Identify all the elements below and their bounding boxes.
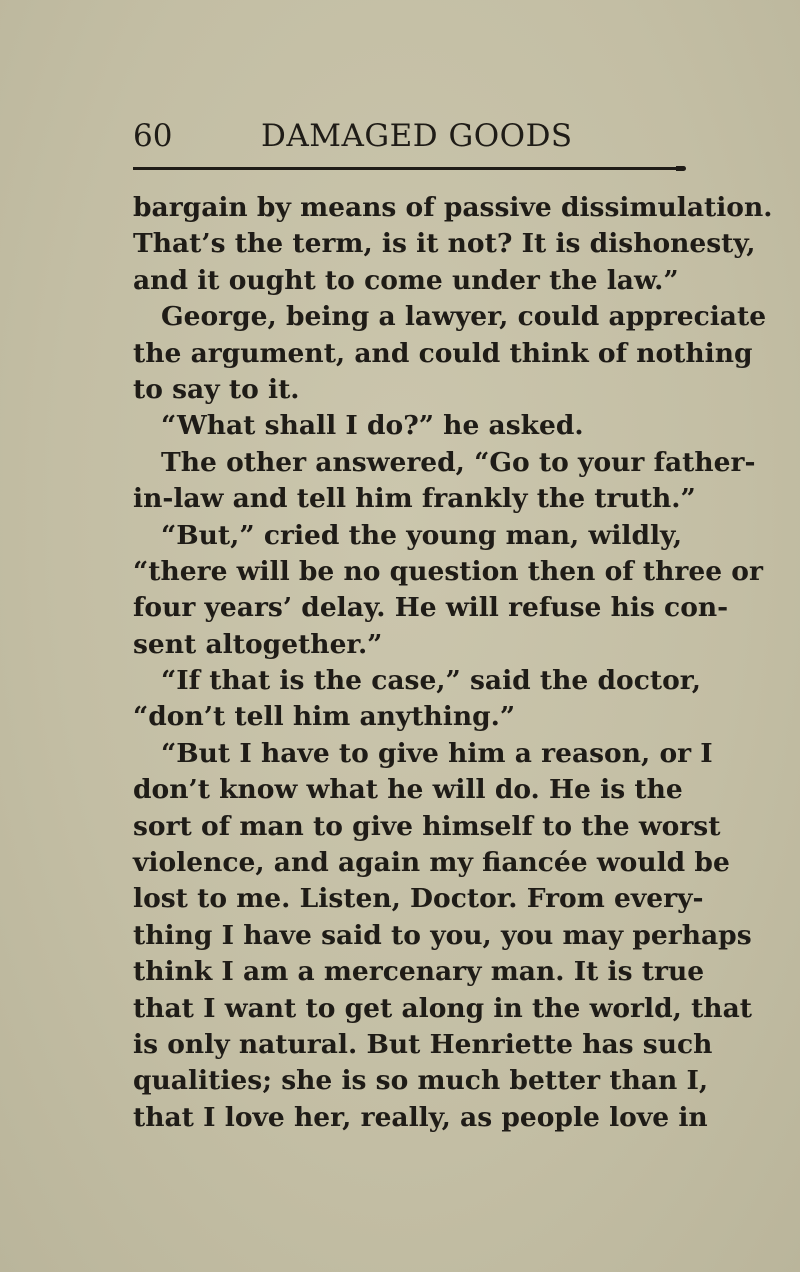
text-line: that I want to get along in the world, that (133, 992, 752, 1024)
text-line: the argument, and could think of nothing (133, 337, 753, 369)
text-line: “But,” cried the young man, wildly, (161, 519, 683, 551)
text-line: is only natural. But Henriette has such (133, 1028, 713, 1060)
text-line: think I am a mercenary man. It is true (133, 956, 705, 988)
text-line: George, being a lawyer, could appreciate (161, 301, 767, 333)
text-line: violence, and again my fiancée would be (133, 847, 730, 879)
text-line: four years’ delay. He will refuse his con- (133, 592, 729, 624)
page-header (133, 118, 693, 162)
text-line: don’t know what he will do. He is the (133, 774, 683, 806)
text-line: “there will be no question then of three or (133, 555, 763, 587)
header-rule (133, 167, 680, 170)
text-line: that I love her, really, as people love in (133, 1101, 708, 1133)
text-line: lost to me. Listen, Doctor. From every- (133, 883, 704, 915)
text-line: sent altogether.” (133, 628, 383, 660)
text-line: “What shall I do?” he asked. (161, 410, 584, 442)
header-rule-end (676, 166, 686, 171)
text-line: and it ought to come under the law.” (133, 264, 679, 296)
text-line: bargain by means of passive dissimulation. (133, 192, 773, 223)
text-line: to say to it. (133, 373, 300, 405)
running-title: DAMAGED GOODS (261, 118, 573, 154)
text-line: “If that is the case,” said the doctor, (161, 665, 702, 697)
page-number: 60 (133, 118, 173, 154)
text-line: “don’t tell him anything.” (133, 701, 516, 733)
text-line: in-law and tell him frankly the truth.” (133, 483, 696, 515)
text-line: thing I have said to you, you may perhaps (133, 919, 752, 951)
text-line: That’s the term, is it not? It is dishonesty, (133, 228, 756, 260)
text-line: sort of man to give himself to the worst (133, 810, 721, 842)
body-text (133, 190, 773, 1136)
text-line: The other answered, “Go to your father- (161, 446, 756, 478)
text-line: qualities; she is so much better than I, (133, 1065, 709, 1097)
text-line: “But I have to give him a reason, or I (161, 737, 713, 769)
